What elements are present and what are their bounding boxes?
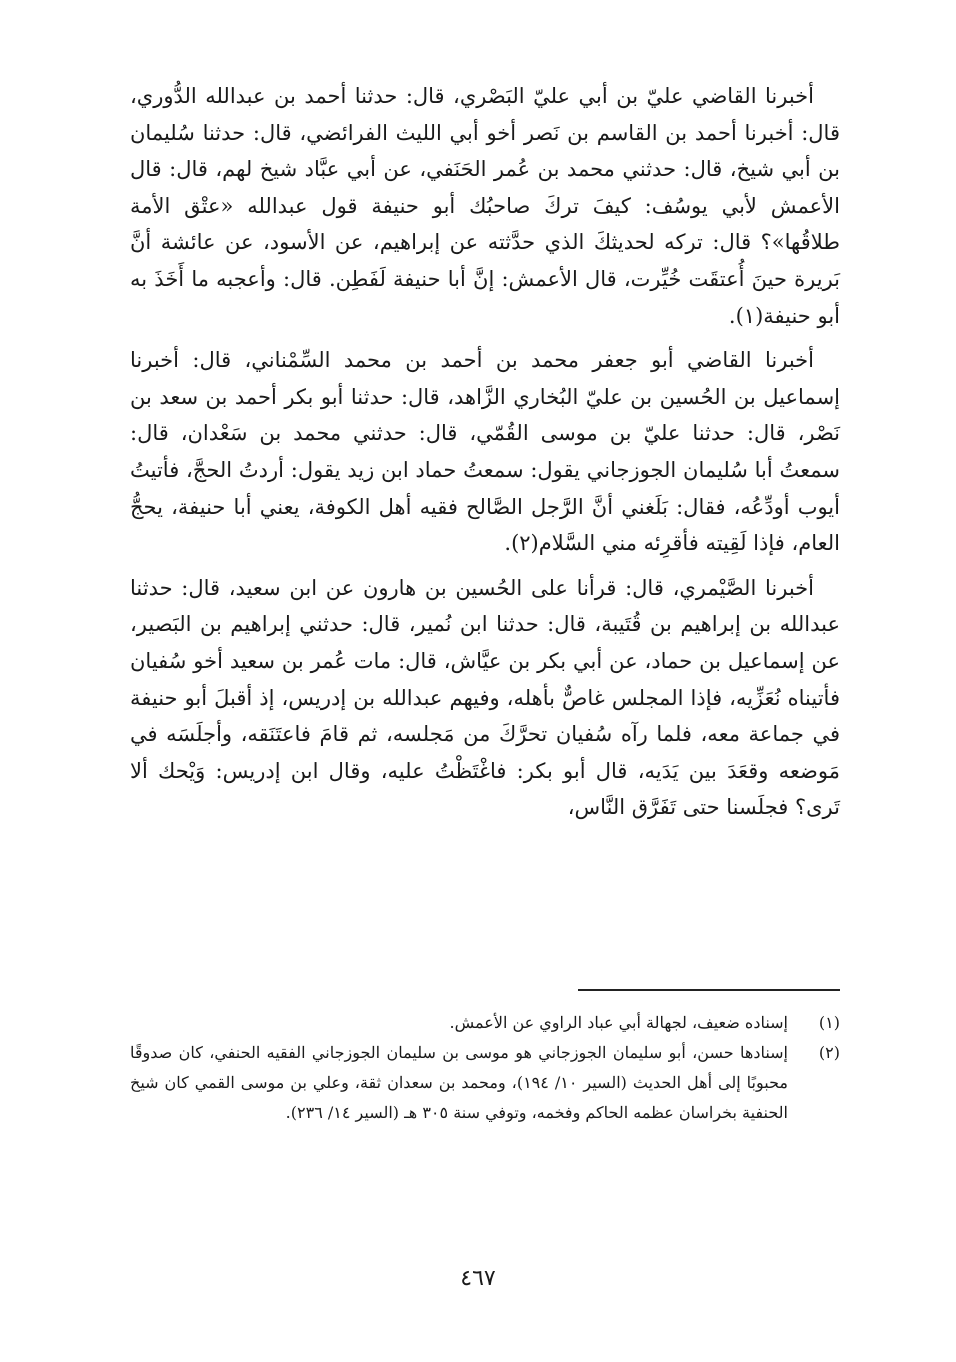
footnote-1 [130,1008,840,1038]
page-number: ٤٦٧ [460,1266,496,1291]
footnote-text: إسناده ضعيف، لجهالة أبي عباد الراوي عن الأعمش. [449,1013,788,1032]
footnote-separator [578,989,840,991]
footnotes [130,1008,840,1128]
paragraph-1: أخبرنا القاضي عليّ بن أبي عليّ البَصْري، قال: حدثنا أحمد بن عبدالله الدُّوري، قال: أخبرنا أحمد بن القاسم بن نَصر أخو أبي الليث الفرائضي، قال: حدثنا سُليمان بن أبي شيخ، قال: حدثني محمد بن عُمر الحَنَفي، عن أبي عبَّاد شيخ لهم، قال: قال الأعمش لأبي يوسُف: كيفَ تركَ صاحبُك أبو حنيفة قول عبدالله «عتْق الأمة طلاقُها»؟ قال: تركه لحديثكَ الذي حدَّثته عن إبراهيم، عن الأسود، عن عائشة أنَّ بَريرة حينَ أُعتقَت خُيِّرت، قال الأعمش: إنَّ أبا حنيفة لَفَطِن. قال: وأعجبه ما أَخَذَ به أبو حنيفة(١). [130,84,841,328]
footnote-number: (١) [818,1013,840,1032]
footnote-2 [130,1038,840,1128]
paragraph-2: أخبرنا القاضي أبو جعفر محمد بن أحمد بن محمد السِّمْناني، قال: أخبرنا إسماعيل بن الحُسين بن عليّ البُخاري الزَّاهد، قال: حدثنا أبو بكر أحمد بن سعد بن نَصْر، قال: حدثنا عليّ بن موسى القُمّي، قال: حدثني محمد بن سَعْدان، قال: سمعتُ أبا سُليمان الجوزجاني يقول: سمعتُ حماد ابن زيد يقول: أردتُ الحجَّ، فأتيتُ أيوب أودِّعُه، فقال: بَلَغني أنَّ الرَّجل الصَّالح فقيه أهل الكوفة، يعني أبا حنيفة، يحجُّ العام، فإذا لَقِيته فأقرِئه مني السَّلام(٢). [130,348,840,556]
footnote-number: (٢) [818,1043,840,1062]
paragraph-3: أخبرنا الصَّيْمري، قال: قرأنا على الحُسين بن هارون عن ابن سعيد، قال: حدثنا عبدالله بن إبراهيم بن قُتَيبة، قال: حدثنا ابن نُمير، قال: حدثني إبراهيم بن البَصير، عن إسماعيل بن حماد، عن أبي بكر بن عيَّاش، قال: مات عُمر بن سعيد أخو سُفيان فأتيناه نُعَزِّيه، فإذا المجلس غاصٌّ بأهله، وفيهم عبدالله بن إدريس، إذ أقبلَ أبو حنيفة في جماعة معه، فلما رآه سُفيان تحرَّكَ من مَجلسه، ثم قامَ فاعتَنَقه، وأجلَسَه في مَوضعه وقعَدَ بين يَدَيه، قال أبو بكر: فاغْتَظْتُ عليه، وقال ابن إدريس: وَيْحك ألا تَرى؟ فجلَسنا حتى تَفَرَّق النَّاس، [130,575,840,820]
footnote-text: إسنادها حسن، أبو سليمان الجوزجاني هو موسى بن سليمان الجوزجاني الفقيه الحنفي، كان صدوقًا محبوبًا إلى أهل الحديث (السير ١٠/ ١٩٤)، ومحمد بن سعدان ثقة، وعلي بن موسى القمي كان شيخ الحنفية بخراسان عظمه الحاكم وفخمه، وتوفي سنة ٣٠٥ هـ (السير ١٤/ ٢٣٦). [130,1043,788,1122]
main-text [130,78,840,826]
